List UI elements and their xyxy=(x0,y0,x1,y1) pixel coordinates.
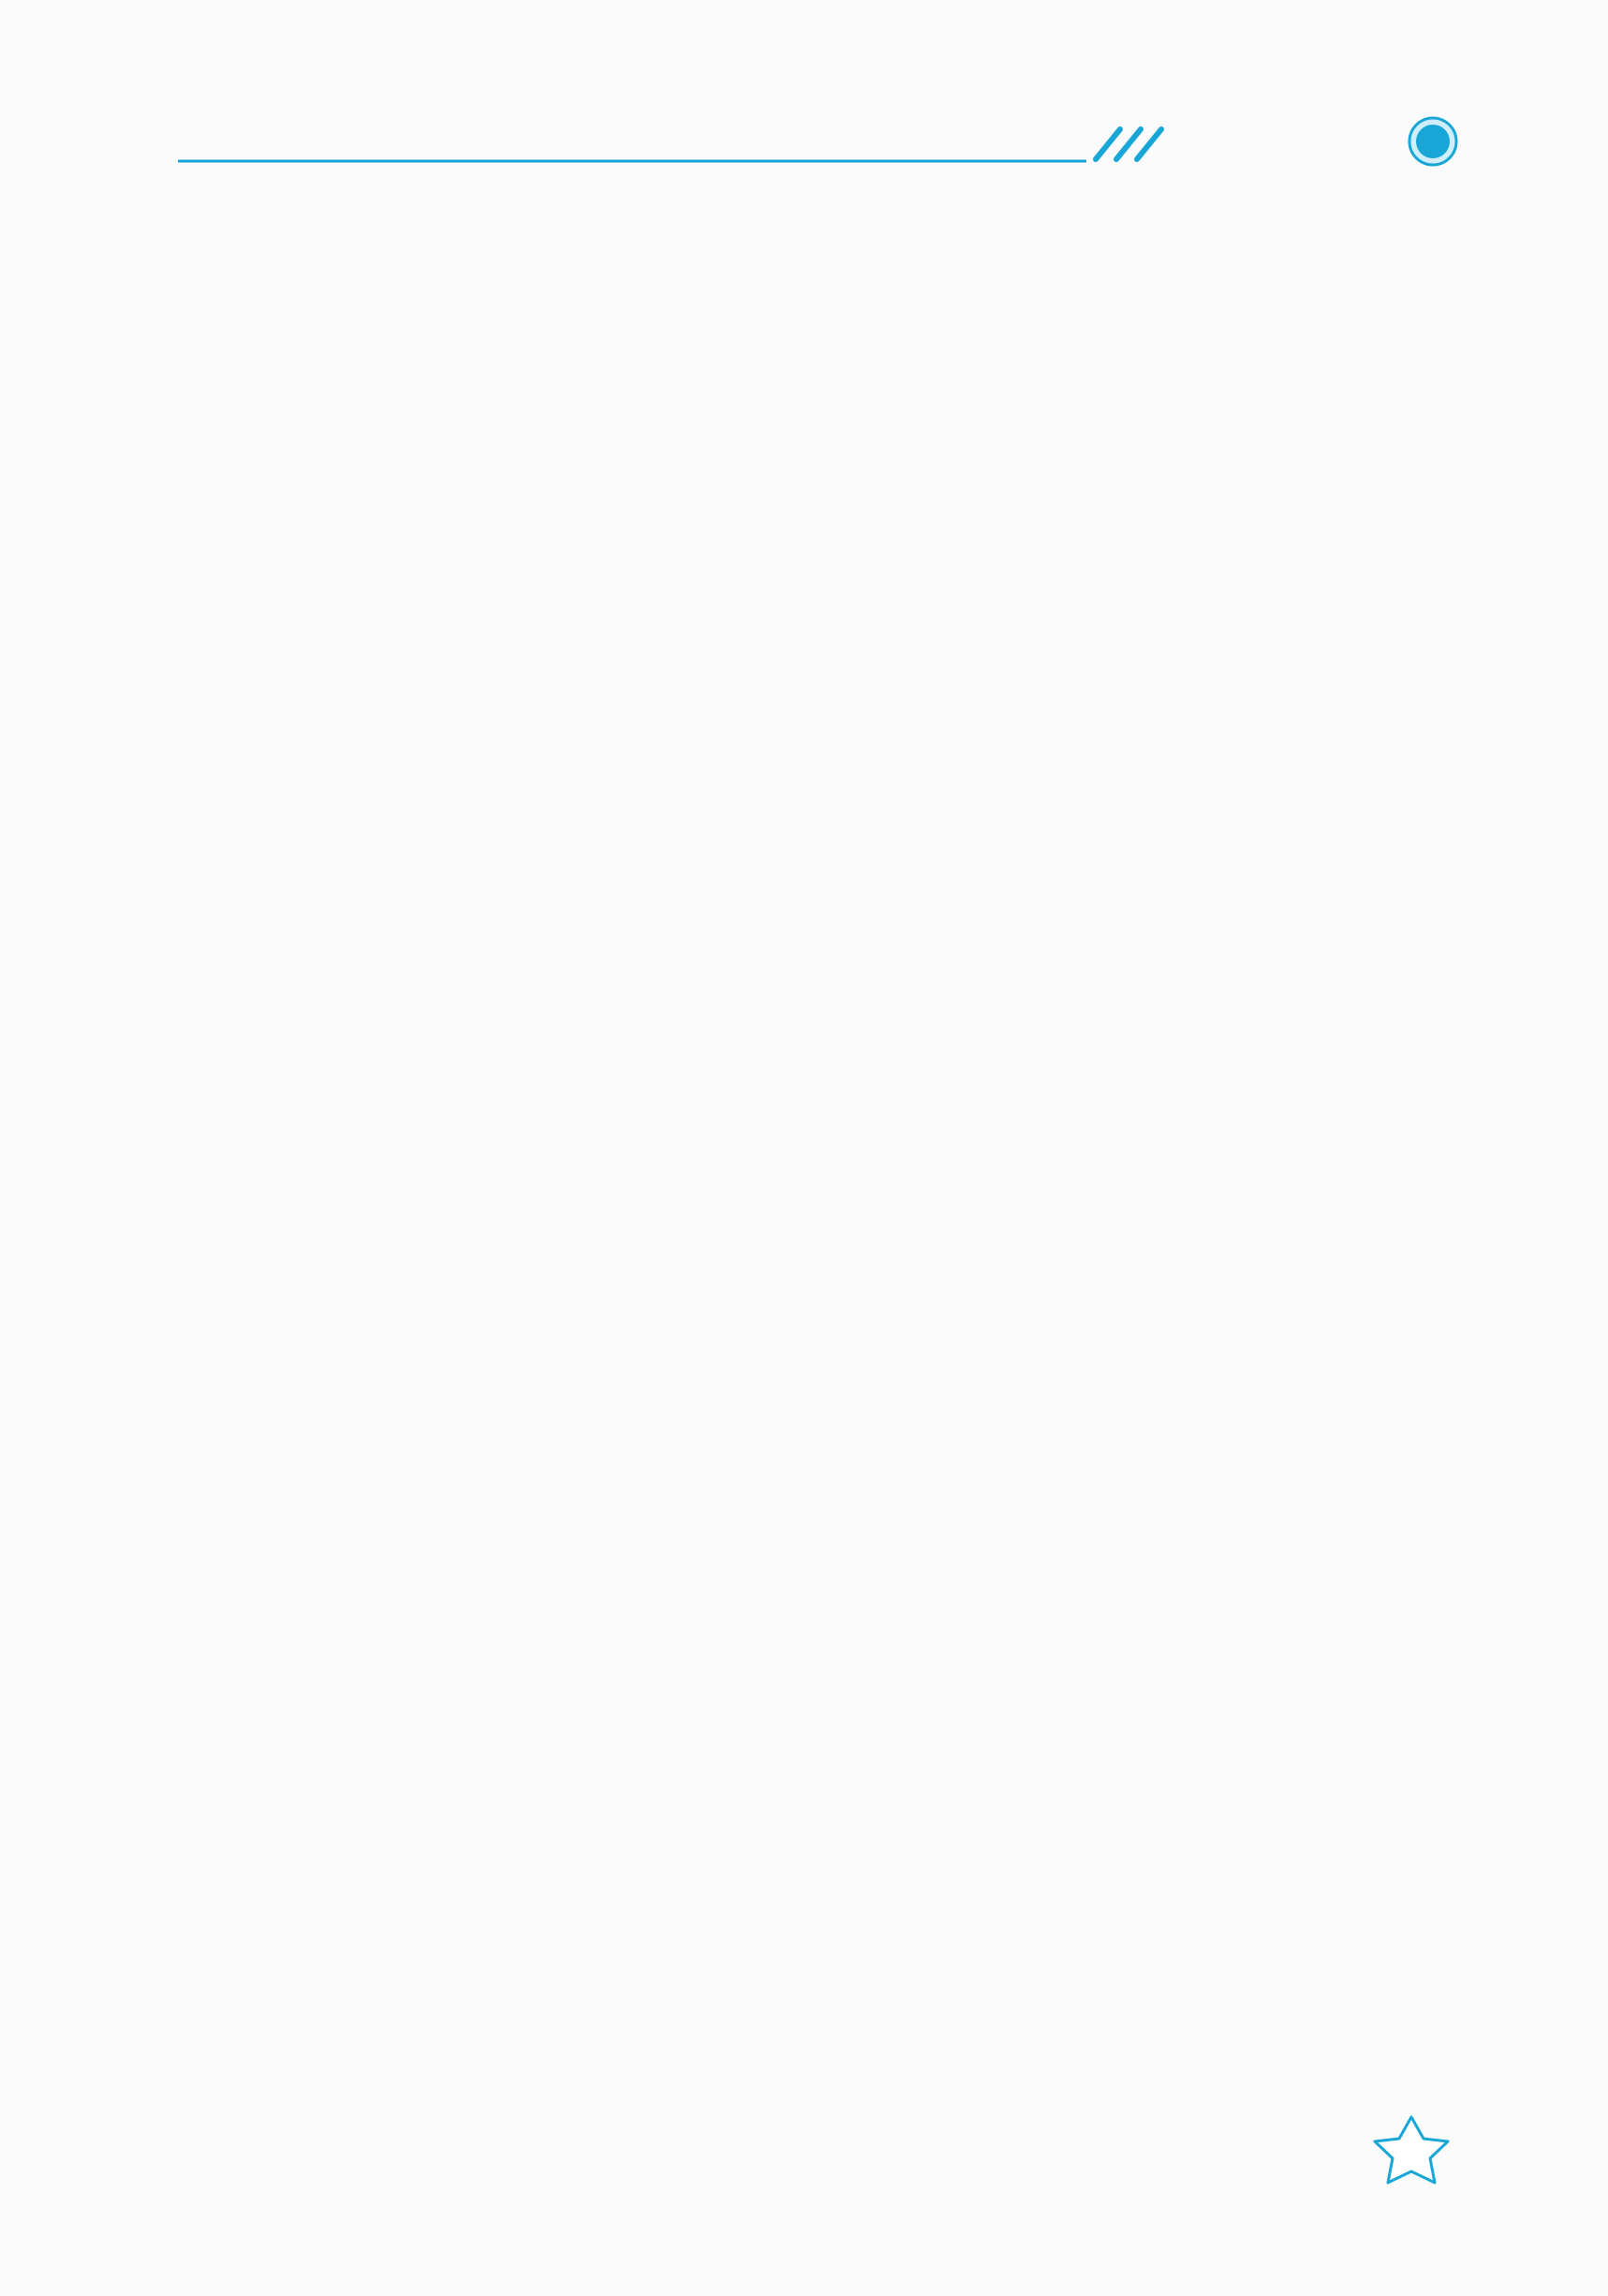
page-number-star-icon xyxy=(1375,2117,1448,2183)
header-circle-icon xyxy=(1409,118,1456,165)
header-slash-icon xyxy=(1096,129,1161,159)
